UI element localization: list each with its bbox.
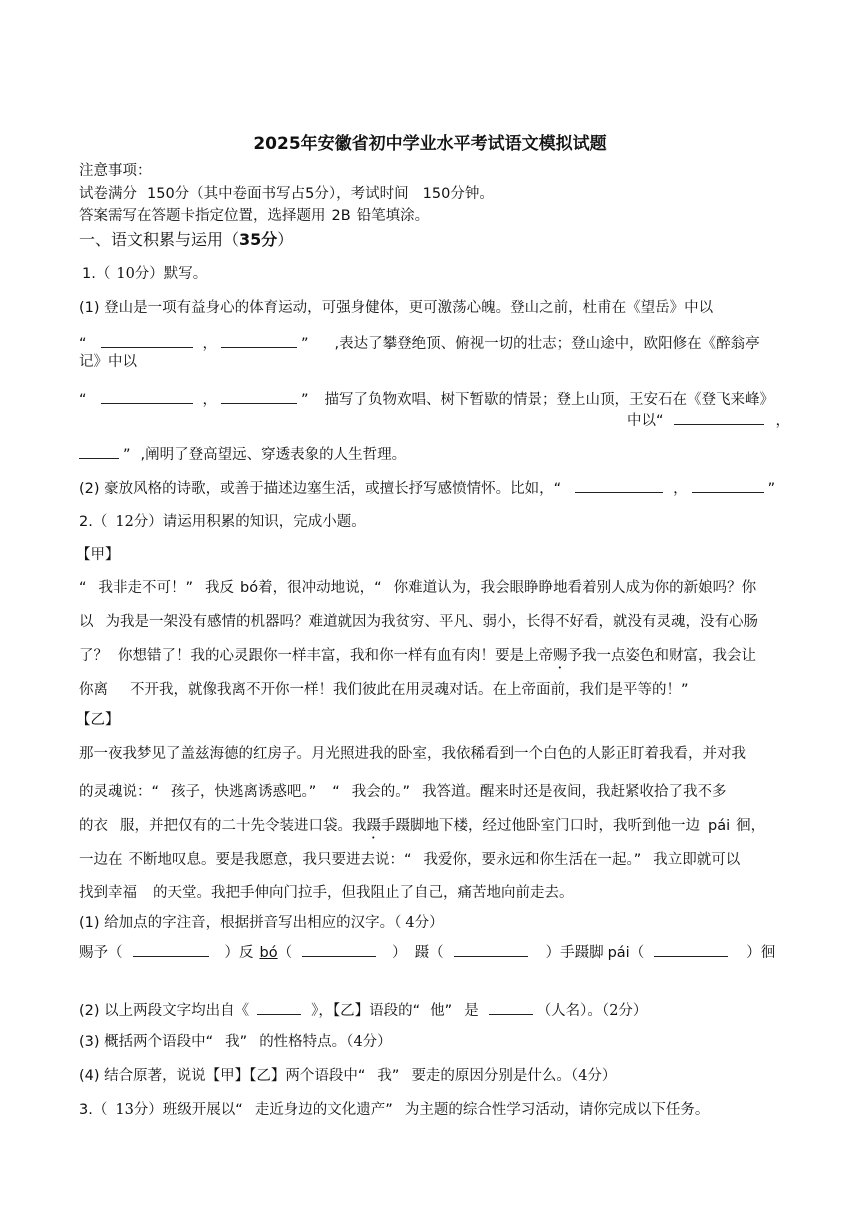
jia-l1-d: bó	[240, 580, 259, 596]
q2-s3-d: ）	[377, 1034, 392, 1050]
q1-p1-close-1: ”	[301, 336, 309, 352]
q2-fill-g: ）手蹑脚	[545, 945, 604, 961]
q2-s1-score: 4分	[405, 915, 430, 931]
q2-s4-c: 要走的原因分别是什么。（	[411, 1068, 579, 1084]
yi-l4-d: 我立即就可以	[653, 852, 741, 868]
jia-l3-d: 予我一点姿色和财富，我会让	[567, 648, 756, 664]
q2-s3-score: 4分	[353, 1034, 378, 1050]
q2-fill-blank-3[interactable]	[454, 942, 528, 957]
q1-p1-blank-4[interactable]	[221, 389, 297, 404]
q1-heading	[82, 266, 207, 283]
notes-line-2-c: 铅笔填涂。	[356, 208, 430, 224]
q2-sub-3	[79, 1034, 392, 1051]
q1-p2-open: “	[553, 481, 562, 497]
q1-p1-blank-6[interactable]	[79, 444, 119, 459]
yi-l4-a: 一边在	[79, 852, 123, 868]
q2-heading	[79, 514, 366, 531]
jia-line-1	[79, 580, 756, 597]
q1-p2-blank-2[interactable]	[692, 478, 764, 493]
jia-l3-a: 了？	[79, 648, 108, 664]
q1-p1-open-2: “	[79, 392, 87, 408]
yi-l2-e: 我答道。醒来时还是夜间，我赶紧收拾了我不多	[422, 784, 727, 800]
q2-s3-c: 的性格特点。（	[259, 1034, 354, 1050]
q2-s4-d: ）	[601, 1068, 617, 1084]
exam-title: 2025年安徽省初中学业水平考试语文模拟试题	[253, 134, 607, 154]
yi-l3-a: 的衣	[79, 818, 108, 834]
q2-fill-h: pái	[607, 945, 630, 961]
q1-head-score: 10分	[116, 266, 150, 282]
q2-sub-1	[79, 915, 444, 932]
yi-l5-b: 的天堂。我把手伸向门拉手，但我阻止了自己，痛苦地向前走去。	[153, 885, 574, 901]
yi-line-3	[79, 818, 765, 842]
q2-sub-4	[79, 1068, 616, 1085]
q1-p1-open-1: “	[79, 336, 87, 352]
jia-line-2	[79, 614, 758, 631]
q3-head-d: 为主题的综合性学习活动，请你完成以下任务。	[404, 1102, 710, 1118]
q2-fill-c: bó	[259, 945, 278, 961]
jia-l1-a: “	[79, 580, 87, 596]
q2-fill-j: ）徊	[746, 945, 776, 961]
q2-head-score: 12分	[115, 514, 149, 530]
jia-l2-a: 以	[79, 614, 94, 630]
q2-s2-d: 是	[464, 1003, 479, 1019]
q2-fill-blank-2[interactable]	[302, 942, 376, 957]
notes-line-1-c: 150分钟。	[422, 186, 494, 202]
yi-l2-d: 我会的。”	[351, 784, 411, 800]
q3-head-score: 13分	[115, 1102, 149, 1118]
jia-line-4	[79, 682, 689, 699]
q1-p1-comma-2: ，	[202, 392, 218, 408]
jia-l3-c: 赐	[553, 648, 568, 664]
q2-fill-a: 赐予（	[79, 945, 123, 961]
q1-p1-line-5-head: 中以“	[627, 413, 664, 429]
q2-s2-a: (2) 以上两段文字均出自《	[79, 1003, 250, 1019]
yi-l3-b: 服，并把仅有的二十先令装进口袋。我	[120, 818, 367, 834]
q1-p2-comma: ，	[673, 481, 688, 497]
q2-s2-blank-1[interactable]	[257, 1000, 301, 1015]
q1-p1-blank-2[interactable]	[221, 333, 297, 348]
q2-fill-d: （	[277, 945, 293, 961]
notes-line-1-a: 试卷满分	[79, 186, 137, 202]
jia-l4-a: 你离	[79, 682, 108, 698]
q1-p1-blank-3[interactable]	[101, 389, 193, 404]
q2-s3-a: (3) 概括两个语段中“	[79, 1034, 214, 1050]
jia-l1-f: 你难道认为，我会眼睁睁地看着别人成为你的新娘吗？你	[393, 580, 757, 596]
section-1-suffix: ）	[277, 230, 294, 249]
yi-l2-c: “	[332, 784, 340, 800]
q1-p1-line-5	[627, 410, 790, 430]
jia-l1-c: 我反	[205, 580, 235, 596]
yi-l2-b: 孩子，快逃离诱惑吧。”	[171, 784, 317, 800]
q1-p1-line-4	[79, 389, 774, 409]
jia-label: 【甲】	[76, 547, 120, 563]
yi-l5-a: 找到幸福	[79, 885, 137, 901]
q1-p1-line-6	[79, 444, 406, 464]
q1-p2-text: (2) 豪放风格的诗歌，或善于描述边塞生活，或擅长抒写感愤情怀。比如，	[79, 481, 554, 497]
q3-heading	[79, 1102, 709, 1119]
q2-head-b: ）请运用积累的知识，完成小题。	[148, 514, 366, 530]
yi-line-4	[79, 852, 740, 869]
notes-heading: 注意事项：	[79, 163, 152, 179]
notes-line-1-b: 150分（其中卷面书写占5分），考试时间	[147, 186, 409, 202]
section-1-heading	[79, 230, 293, 249]
notes-line-1	[79, 186, 494, 203]
q1-p1-blank-5[interactable]	[674, 410, 764, 425]
notes-line-2	[79, 208, 429, 225]
q1-p2-blank-1[interactable]	[575, 478, 663, 493]
yi-line-2	[79, 784, 727, 801]
q2-s4-a: (4) 结合原著，说说【甲】【乙】两个语段中“	[79, 1068, 366, 1084]
yi-line-1: 那一夜我梦见了盖兹海德的红房子。月光照进我的卧室，我依稀看到一个白色的人影正盯着我看，并对我	[79, 746, 746, 762]
q2-s2-f: ）	[632, 1003, 648, 1019]
q1-p1-line-4-tail: 描写了负物欢唱、树下暂歇的情景；登上山顶，王安石在《登飞来峰》	[324, 392, 775, 408]
q1-p1-line-2	[79, 333, 760, 353]
q3-head-a: 3.（	[79, 1102, 108, 1118]
jia-l4-b: 不开我，就像我离不开你一样！我们彼此在用灵魂对话。在上帝面前，我们是平等的！”	[130, 682, 689, 698]
q2-sub-2	[79, 1000, 647, 1020]
notes-line-2-a: 答案需写在答题卡指定位置，选择题用	[79, 208, 326, 224]
q2-fill-i: （	[629, 945, 645, 961]
yi-l2-a: 的灵魂说：“	[79, 784, 160, 800]
q2-s1-end: ）	[429, 915, 444, 931]
q3-head-b: ）班级开展以“	[148, 1102, 243, 1118]
q2-fill-line	[79, 942, 775, 962]
q1-p1-comma-1: ，	[202, 336, 218, 352]
q2-s4-b: 我”	[377, 1068, 400, 1084]
q2-s2-blank-2[interactable]	[489, 1000, 533, 1015]
q1-p1-line-3: 记》中以	[79, 354, 137, 370]
q1-p1-close-2: ”	[301, 392, 309, 408]
q2-head-a: 2.（	[79, 514, 108, 530]
q1-p2-close: ”	[767, 481, 776, 497]
q1-p2	[79, 478, 775, 498]
yi-line-5	[79, 885, 574, 902]
q1-p1-line-2-tail: ,表达了攀登绝顶、俯视一切的壮志；登山途中，欧阳修在《醉翁亭	[334, 336, 760, 352]
yi-l4-b: 不断地叹息。要是我愿意，我只要进去说：“	[128, 852, 412, 868]
q1-p1-line-1: (1) 登山是一项有益身心的体育运动，可强身健体，更可激荡心魄。登山之前，杜甫在《望岳》中以	[79, 300, 714, 316]
section-1-prefix: 一、语文积累与运用（	[79, 230, 240, 249]
q2-s2-e: （人名）。（	[536, 1003, 610, 1019]
q1-p1-line-5-comma: ，	[775, 413, 791, 429]
q2-fill-blank-1[interactable]	[133, 942, 209, 957]
jia-l2-b: 为我是一架没有感情的机器吗？难道就因为我贫穷、平凡、弱小，长得不好看，就没有灵魂，没有心肠	[105, 614, 758, 630]
yi-l3-d: 手蹑脚地下楼，经过他卧室门口时，我听到他一边	[381, 818, 700, 834]
q3-head-c: 走近身边的文化遗产”	[254, 1102, 393, 1118]
q2-fill-e: ）	[392, 945, 407, 961]
q2-s2-score: 2分	[609, 1003, 633, 1019]
q2-s1-text: (1) 给加点的字注音，根据拼音写出相应的汉字。（	[79, 915, 402, 931]
q2-s4-score: 4分	[578, 1068, 602, 1084]
q2-fill-f: 蹑（	[414, 945, 444, 961]
q1-p1-line-6-tail: ,阐明了登高望远、穿透表象的人生哲理。	[140, 447, 407, 463]
section-1-score: 35分	[239, 230, 278, 249]
q1-p1-line-6-close: ”	[123, 447, 131, 463]
q2-fill-b: ）反	[224, 945, 254, 961]
yi-label: 【乙】	[76, 712, 120, 728]
q1-head-b: ）默写。	[149, 266, 208, 282]
q2-fill-blank-4[interactable]	[654, 942, 728, 957]
q2-s2-c: 他”	[430, 1003, 453, 1019]
yi-l3-c: 蹑	[366, 818, 381, 834]
jia-l1-b: 我非走不可！”	[98, 580, 194, 596]
jia-line-3	[79, 648, 756, 672]
yi-l4-c: 我爱你，要永远和你生活在一起。”	[423, 852, 642, 868]
yi-l3-e: pái	[708, 818, 731, 834]
q1-p1-blank-1[interactable]	[101, 333, 193, 348]
yi-l3-f: 徊，	[736, 818, 766, 834]
notes-line-2-b: 2B	[331, 208, 351, 224]
q1-head-a: 1.（	[82, 266, 111, 282]
jia-l3-b: 你想错了！我的心灵跟你一样丰富，我和你一样有血有肉！要是上帝	[118, 648, 553, 664]
q2-s2-b: 》，【乙】语段的“	[311, 1003, 421, 1019]
jia-l1-e: 着，很冲动地说，“	[258, 580, 382, 596]
q2-s3-b: 我”	[225, 1034, 248, 1050]
